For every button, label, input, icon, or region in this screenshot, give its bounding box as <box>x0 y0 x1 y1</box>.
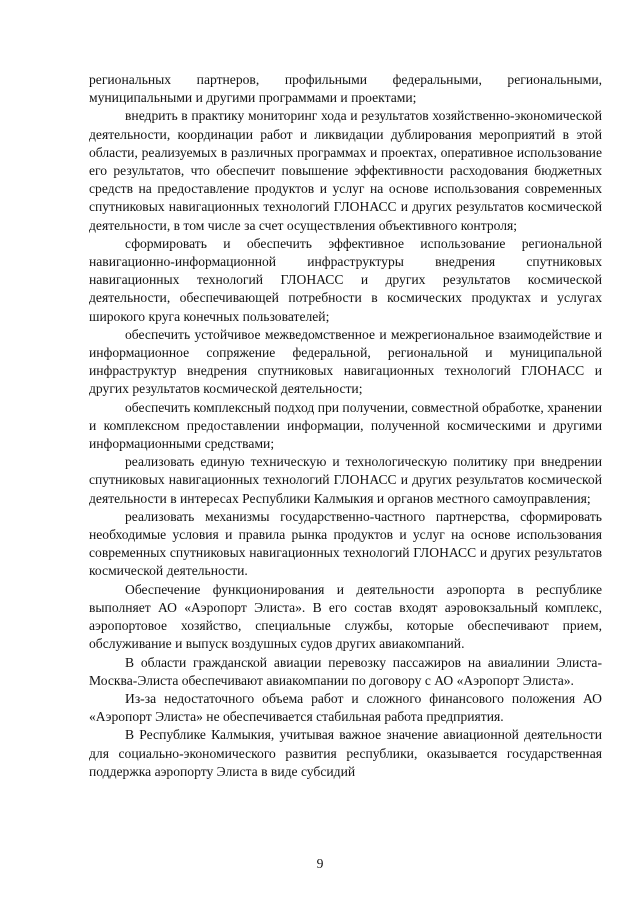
paragraph-4: обеспечить устойчивое межведомственное и межрегиональное взаимодействие и информационное сопряжение федеральной, региональной и муниципальной инфраструктур внедрения спутниковых навигационных технологий ГЛОНАСС и других результатов космической деятельности; <box>89 326 602 397</box>
paragraph-6: реализовать единую техническую и технологическую политику при внедрении спутниковых навигационных технологий ГЛОНАСС и других результатов космической деятельности в интересах Республики Калмыкия и органов местного самоуправления; <box>89 454 602 506</box>
paragraph-7: реализовать механизмы государственно-частного партнерства, сформировать необходимые условия и правила рынка продуктов и услуг на основе использования современных спутниковых навигационных технологий ГЛОНАСС и других результатов космической деятельности. <box>89 508 602 579</box>
paragraph-5: обеспечить комплексный подход при получении, совместной обработке, хранении и комплексном предоставлении информации, полученной космическими и другими информационными средствами; <box>89 399 602 452</box>
paragraph-9: В области гражданской авиации перевозку пассажиров на авиалинии Элиста-Москва-Элиста обеспечивают авиакомпании по договору с АО «Аэропорт Элиста». <box>89 654 602 688</box>
paragraph-8: Обеспечение функционирования и деятельности аэропорта в республике выполняет АО «Аэропорт Элиста». В его состав входят аэровокзальный комплекс, аэропортовое хозяйство, специальные службы, которые обеспечивают прием, обслуживание и выпуск воздушных судов других авиакомпаний. <box>89 581 602 652</box>
paragraph-10: Из-за недостаточного объема работ и сложного финансового положения АО «Аэропорт Элиста» не обеспечивается стабильная работа предприятия. <box>89 690 602 725</box>
paragraph-1: региональных партнеров, профильными федеральными, региональными, муниципальными и другими программами и проектами; <box>89 72 602 106</box>
page-number: 9 <box>316 856 324 871</box>
paragraph-2: внедрить в практику мониторинг хода и результатов хозяйственно-экономической деятельности, координации работ и ликвидации дублирования мероприятий в этой области, реализуемых в различных программах и проектах, оперативное использование его результатов, что обеспечит повышение эффективности расходования бюджетных средств на предоставление продуктов и услуг на основе использования современных спутниковых навигационных технологий ГЛОНАСС и других результатов космической деятельности, в том числе за счет осуществления объективного контроля; <box>89 108 602 233</box>
paragraph-11: В Республике Калмыкия, учитывая важное значение авиационной деятельности для социально-экономического развития республики, оказывается государственная поддержка аэропорту Элиста в виде субсидий <box>89 727 602 779</box>
paragraph-3: сформировать и обеспечить эффективное использование региональной навигационно-информационной инфраструктуры внедрения спутниковых навигационных технологий ГЛОНАСС и других результатов космической деятельности, обеспечивающей потребности в космических продуктах и услугах широкого круга конечных пользователей; <box>89 235 602 324</box>
body-text <box>89 71 602 781</box>
